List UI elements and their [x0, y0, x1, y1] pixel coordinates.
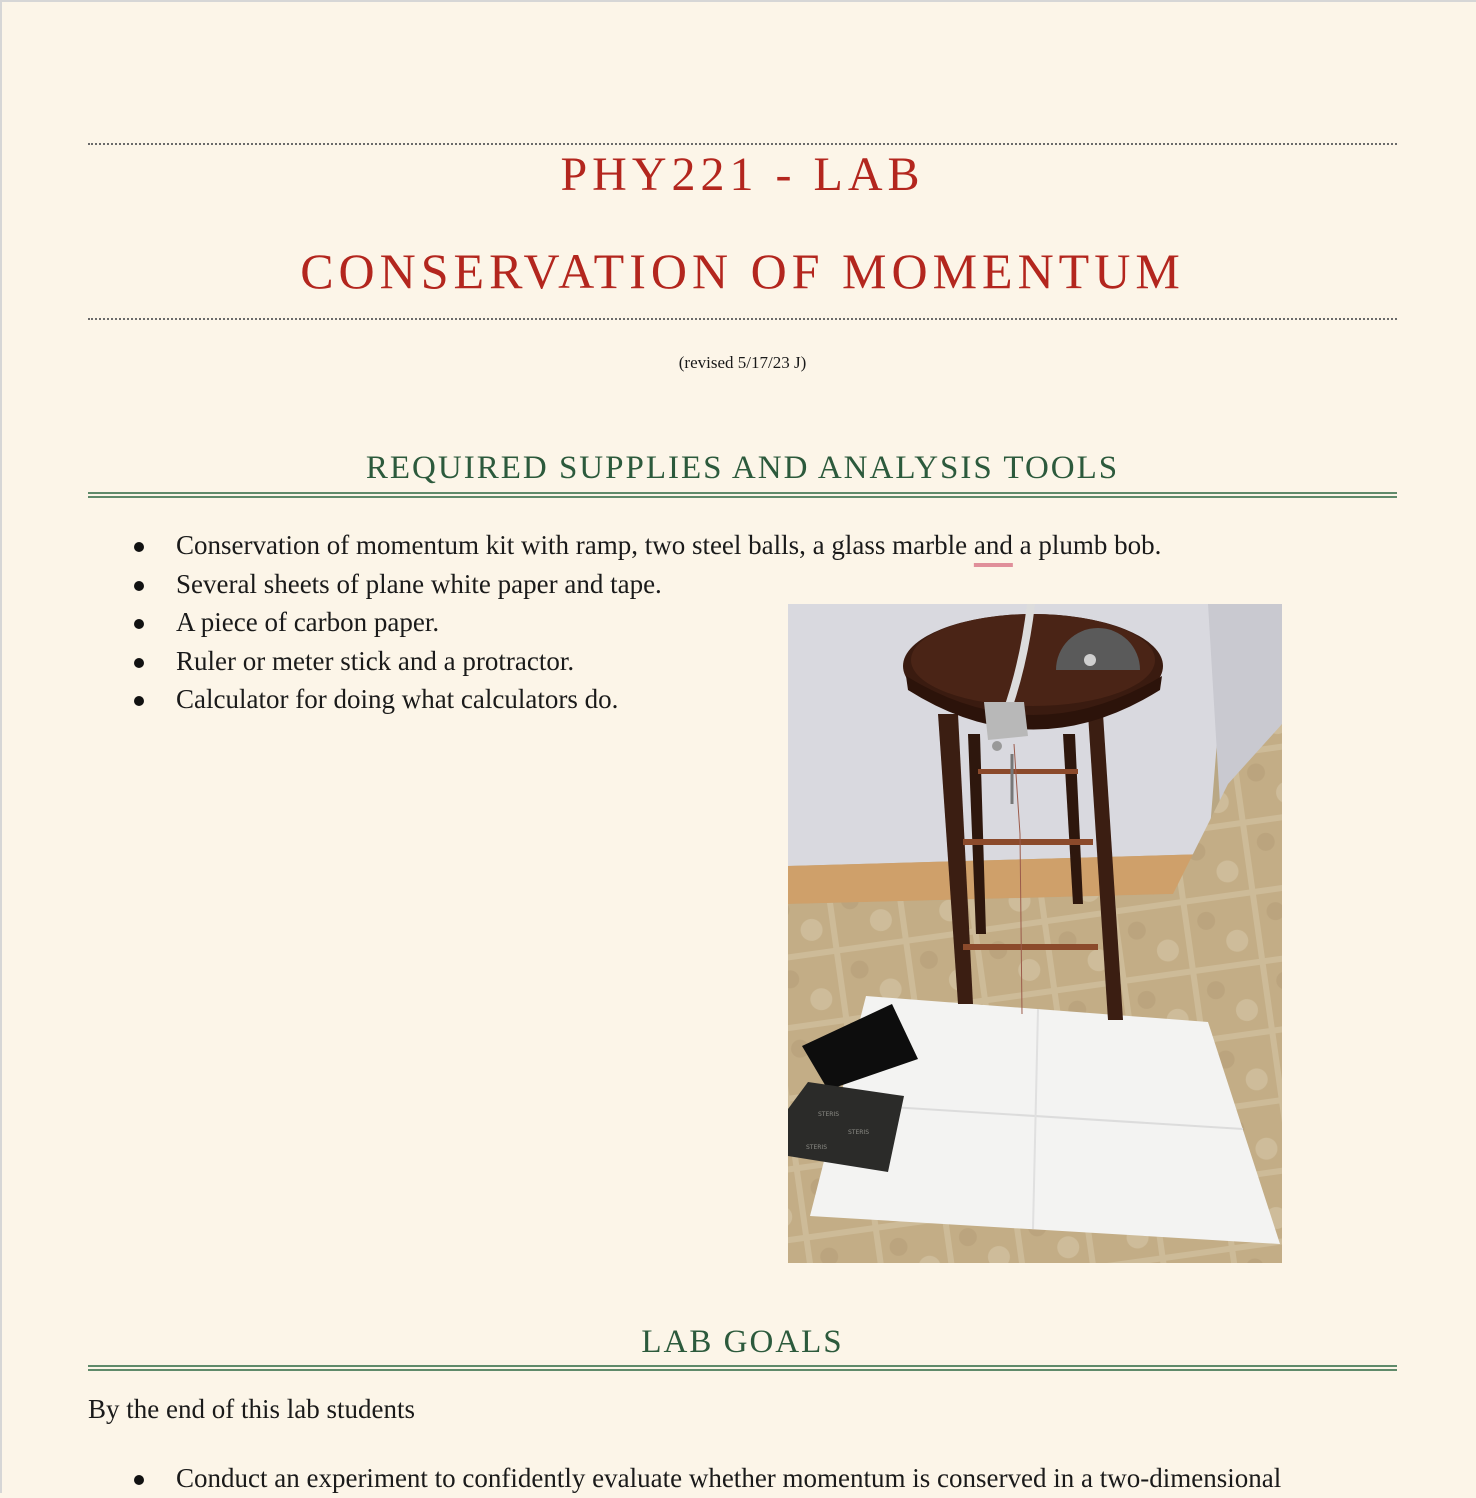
list-item: Calculator for doing what calculators do. — [88, 680, 1161, 719]
list-item — [88, 526, 1161, 565]
list-item: Conduct an experiment to confidently evaluate whether momentum is conserved in a two-dimensional — [88, 1459, 1281, 1498]
title-bottom-divider — [88, 318, 1397, 320]
list-item-text: a plumb bob. — [1012, 530, 1162, 560]
list-item: Several sheets of plane white paper and tape. — [88, 565, 1161, 604]
lab-setup-photo — [788, 604, 1282, 1263]
pad-label: STERIS — [848, 1129, 870, 1136]
title-top-divider — [88, 143, 1397, 145]
list-item: Ruler or meter stick and a protractor. — [88, 642, 1161, 681]
pad-label: STERIS — [806, 1144, 828, 1151]
list-item: A piece of carbon paper. — [88, 603, 1161, 642]
goals-list — [88, 1459, 1281, 1498]
goals-intro: By the end of this lab students — [88, 1394, 415, 1424]
spellcheck-flagged-word[interactable]: and — [973, 530, 1013, 560]
title-course: PHY221 - LAB — [560, 148, 925, 201]
title-lab-name: CONSERVATION OF MOMENTUM — [300, 243, 1185, 299]
carbon-paper-pad — [788, 1082, 904, 1172]
supplies-heading: REQUIRED SUPPLIES AND ANALYSIS TOOLS — [365, 450, 1120, 486]
goals-heading-rule — [88, 1365, 1397, 1371]
pad-label: STERIS — [818, 1111, 840, 1118]
revision-note: (revised 5/17/23 J) — [678, 353, 807, 372]
supplies-heading-rule — [88, 492, 1397, 498]
list-item-text: Conservation of momentum kit with ramp, two steel balls, a glass marble — [176, 530, 974, 560]
goals-heading: LAB GOALS — [641, 1324, 844, 1360]
